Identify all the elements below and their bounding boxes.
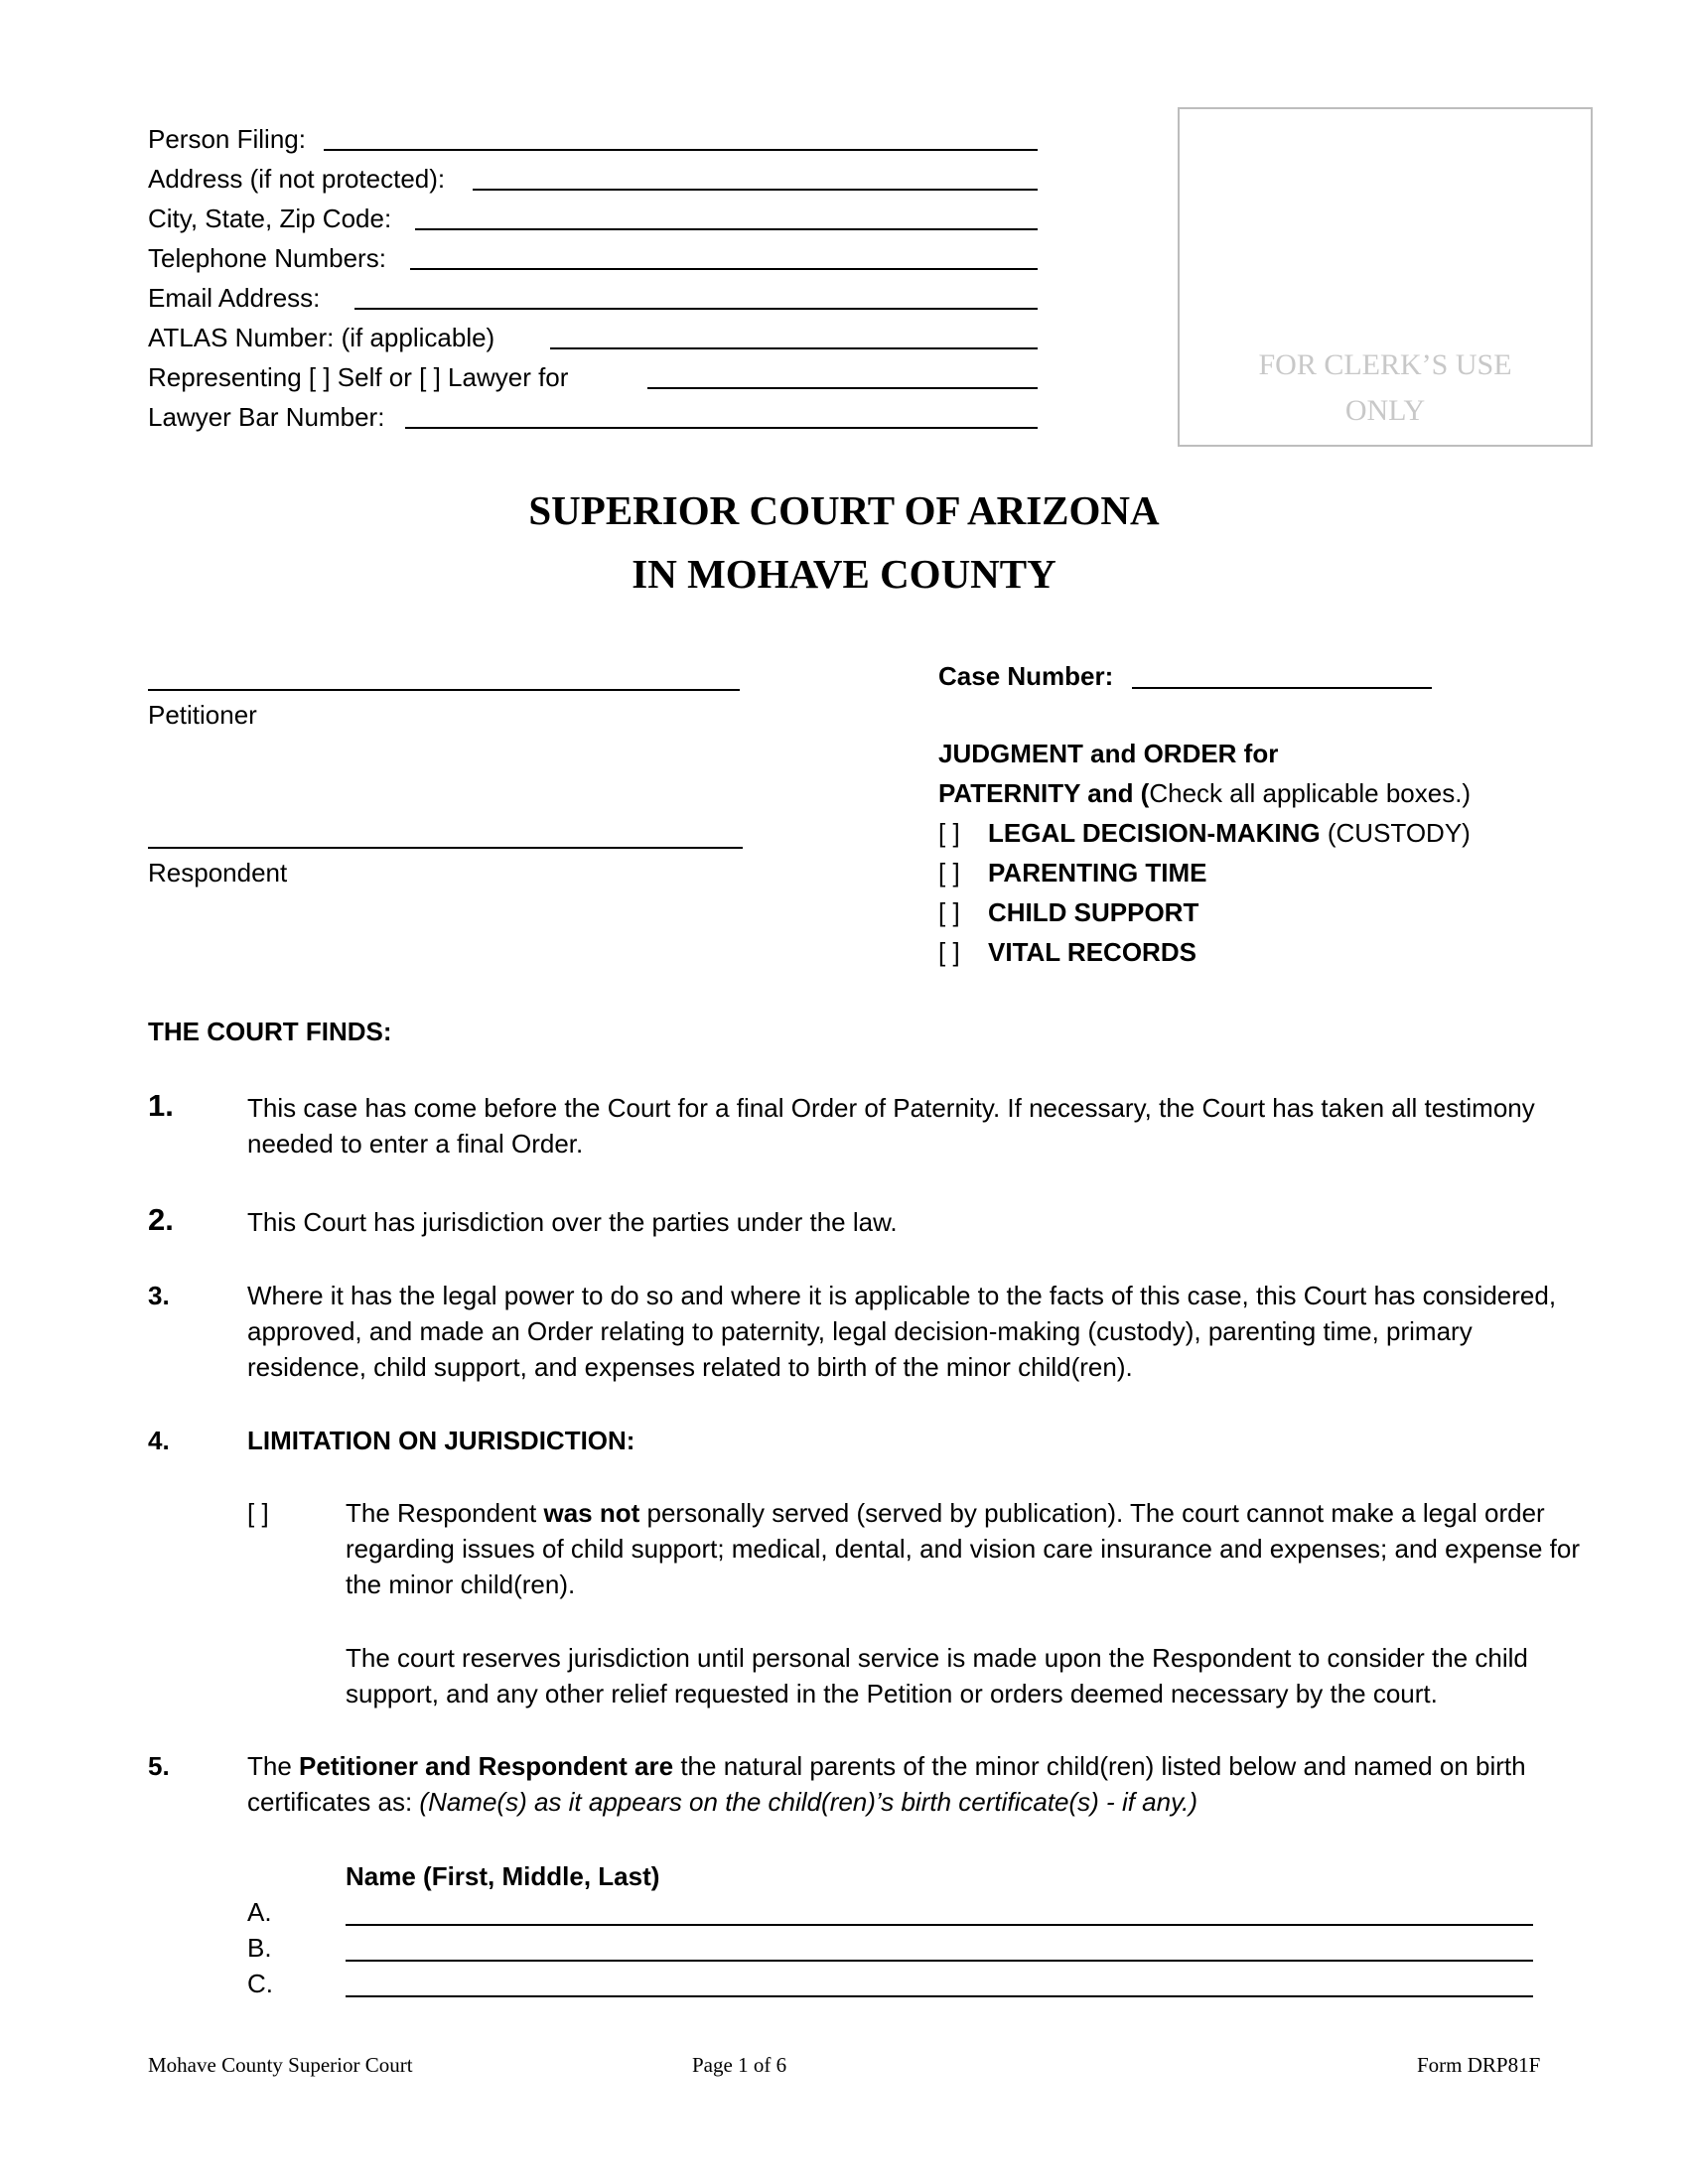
checkbox[interactable]: [ ] — [938, 818, 960, 848]
option-suffix: (CUSTODY) — [1320, 818, 1471, 848]
item-4-p1-bold: was not — [543, 1498, 640, 1528]
bar-number-label: Lawyer Bar Number: — [148, 402, 385, 432]
option-label: LEGAL DECISION-MAKING — [988, 818, 1321, 848]
representing-label: Representing [ ] Self or [ ] Lawyer for — [148, 362, 569, 392]
name-row-c-field[interactable] — [346, 1995, 1533, 1997]
person-filing-field[interactable] — [324, 149, 1038, 151]
court-finds-heading: THE COURT FINDS: — [148, 1017, 392, 1046]
respondent-name-field[interactable] — [148, 847, 743, 849]
judgment-title-instruction: Check all applicable boxes.) — [1149, 778, 1472, 808]
name-row-b-field[interactable] — [346, 1960, 1533, 1962]
email-label: Email Address: — [148, 283, 321, 313]
name-row-a-field[interactable] — [346, 1924, 1533, 1926]
item-4-p1-start: The Respondent — [346, 1498, 544, 1528]
item-3-text: Where it has the legal power to do so and where it is applicable to the facts of this case, this Court has considered, approved, and made an Order relating to paternity, legal decision-making (custody), parenting time, primary residence, child support, and expenses related to birth of the minor child(ren). — [247, 1281, 1557, 1382]
item-4-paragraph-1 — [346, 1495, 1587, 1602]
clerk-use-line2: ONLY — [1344, 394, 1426, 427]
telephone-field[interactable] — [410, 268, 1038, 270]
option-child-support[interactable] — [938, 894, 1198, 930]
item-4-p1-rest: personally served (served by publication). The court cannot make a legal order regarding issues of child support; medical, dental, and vision care insurance and expenses; and expense for the minor child(ren). — [346, 1498, 1580, 1599]
footer-page-number: Page 1 of 6 — [692, 2053, 787, 2077]
checkbox[interactable]: [ ] — [938, 897, 960, 927]
item-1-text: This case has come before the Court for a final Order of Paternity. If necessary, the Court has taken all testimony needed to enter a final Order. — [247, 1093, 1535, 1159]
item-5-text — [247, 1748, 1578, 1820]
checkbox[interactable]: [ ] — [938, 858, 960, 887]
court-title-line1: SUPERIOR COURT OF ARIZONA — [528, 487, 1160, 533]
clerk-use-text — [1180, 342, 1591, 434]
address-field[interactable] — [473, 189, 1038, 191]
item-4-heading: LIMITATION ON JURISDICTION: — [247, 1426, 635, 1455]
footer-form-number: Form DRP81F — [1417, 2053, 1541, 2077]
petitioner-name-field[interactable] — [148, 689, 740, 691]
judgment-title-line2 — [938, 775, 1471, 811]
item-1-number: 1. — [148, 1088, 174, 1123]
atlas-number-field[interactable] — [550, 347, 1038, 349]
lawyer-for-field[interactable] — [647, 387, 1038, 389]
email-field[interactable] — [354, 308, 1038, 310]
person-filing-label: Person Filing: — [148, 124, 306, 154]
bar-number-field[interactable] — [405, 427, 1038, 429]
respondent-label: Respondent — [148, 858, 288, 887]
option-legal-decision-making[interactable] — [938, 815, 1471, 851]
petitioner-label: Petitioner — [148, 700, 257, 730]
item-5-start: The — [247, 1751, 300, 1781]
item-4-checkbox[interactable]: [ ] — [247, 1498, 269, 1528]
item-5-number: 5. — [148, 1751, 170, 1781]
name-row-b-label: B. — [247, 1933, 272, 1963]
footer-court-name: Mohave County Superior Court — [148, 2053, 413, 2077]
judgment-title-bold: PATERNITY and ( — [938, 778, 1150, 808]
name-row-c-label: C. — [247, 1969, 273, 1998]
case-number-field[interactable] — [1132, 687, 1432, 689]
city-state-zip-label: City, State, Zip Code: — [148, 204, 392, 233]
item-5-italic-note: (Name(s) as it appears on the child(ren)’s birth certificate(s) - if any.) — [419, 1787, 1198, 1817]
name-row-a-label: A. — [247, 1897, 272, 1927]
item-5-bold: Petitioner and Respondent are — [299, 1751, 674, 1781]
item-4-number: 4. — [148, 1426, 170, 1455]
case-number-label: Case Number: — [938, 661, 1114, 691]
court-title-line2: IN MOHAVE COUNTY — [632, 551, 1056, 597]
option-label: VITAL RECORDS — [988, 937, 1196, 967]
item-4-paragraph-2: The court reserves jurisdiction until personal service is made upon the Respondent to consider the child support, and any other relief requested in the Petition or orders deemed necessary by the court. — [346, 1643, 1528, 1708]
option-label: CHILD SUPPORT — [988, 897, 1199, 927]
item-3-number: 3. — [148, 1281, 170, 1310]
names-column-header: Name (First, Middle, Last) — [346, 1861, 660, 1891]
option-parenting-time[interactable] — [938, 855, 1207, 890]
address-label: Address (if not protected): — [148, 164, 446, 194]
option-label: PARENTING TIME — [988, 858, 1207, 887]
checkbox[interactable]: [ ] — [938, 937, 960, 967]
telephone-label: Telephone Numbers: — [148, 243, 386, 273]
clerk-use-line1: FOR CLERK’S USE — [1258, 348, 1512, 381]
judgment-title-line1: JUDGMENT and ORDER for — [938, 739, 1279, 768]
item-2-text: This Court has jurisdiction over the parties under the law. — [247, 1207, 898, 1237]
item-5-middle: the natural parents of the minor child(ren) listed below and named on birth certificates as: — [247, 1751, 1526, 1817]
option-vital-records[interactable] — [938, 934, 1196, 970]
item-2-number: 2. — [148, 1202, 174, 1237]
city-state-zip-field[interactable] — [415, 228, 1038, 230]
atlas-number-label: ATLAS Number: (if applicable) — [148, 323, 495, 352]
clerk-use-box — [1178, 107, 1593, 447]
